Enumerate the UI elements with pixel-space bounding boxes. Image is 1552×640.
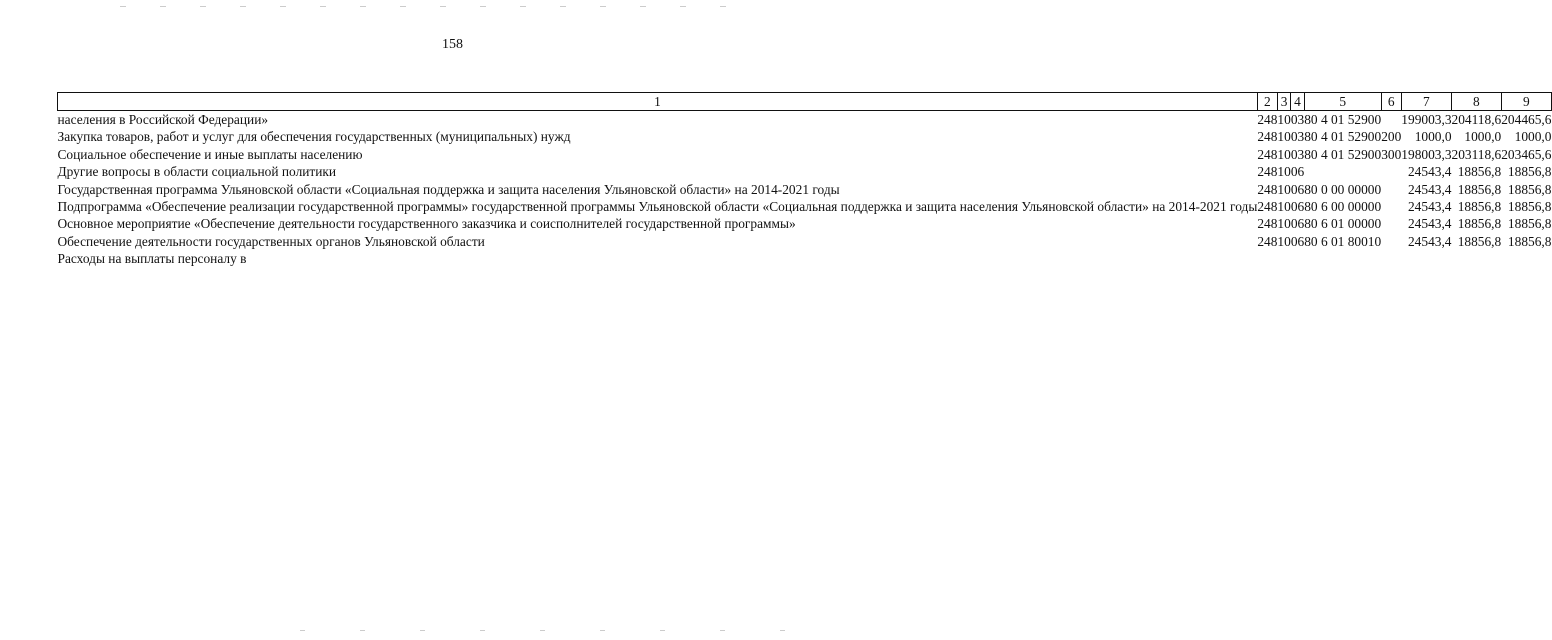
row-csr: 80 6 01 00000 bbox=[1304, 216, 1382, 232]
table-header bbox=[58, 93, 1552, 111]
row-csr: 80 4 01 52900 bbox=[1304, 112, 1382, 127]
row-pr: 03 bbox=[1290, 129, 1305, 145]
row-rz: 10 bbox=[1277, 146, 1291, 162]
row-vr bbox=[1381, 198, 1401, 215]
row-rz: 10 bbox=[1277, 181, 1291, 197]
row-pr: 06 bbox=[1290, 233, 1305, 249]
row-rz: 10 bbox=[1277, 112, 1291, 127]
table-row bbox=[58, 233, 1552, 250]
row-gr: 248 bbox=[1257, 129, 1278, 145]
row-name: Подпрограмма «Обеспечение реализации государственной программы» государственной программы Ульяновской области «Социальная поддержка и защита населения Ульяновской области» на 2014-2021 годы bbox=[57, 199, 1258, 215]
table-row bbox=[58, 128, 1552, 145]
row-value-3 bbox=[1501, 250, 1551, 267]
row-vr bbox=[1381, 215, 1401, 232]
row-csr bbox=[1304, 250, 1381, 267]
column-header-3: 3 bbox=[1277, 93, 1290, 111]
row-pr: 03 bbox=[1290, 112, 1305, 127]
header-row bbox=[58, 93, 1552, 111]
row-value-1: 24543,4 bbox=[1407, 199, 1452, 215]
row-value-3: 204465,6 bbox=[1501, 112, 1552, 127]
column-header-4: 4 bbox=[1291, 93, 1304, 111]
row-csr: 80 4 01 52900 bbox=[1304, 129, 1382, 145]
table-row bbox=[58, 250, 1552, 267]
row-name: Обеспечение деятельности государственных органов Ульяновской области bbox=[57, 233, 485, 249]
row-pr bbox=[1291, 250, 1304, 267]
row-name: Другие вопросы в области социальной политики bbox=[57, 164, 337, 180]
row-value-2: 18856,8 bbox=[1457, 164, 1502, 180]
row-rz bbox=[1277, 250, 1290, 267]
row-vr bbox=[1381, 250, 1401, 267]
row-value-2 bbox=[1452, 250, 1502, 267]
row-name: Государственная программа Ульяновской области «Социальная поддержка и защита населения Ульяновской области» на 2014-2021 годы bbox=[57, 181, 840, 197]
table-row bbox=[58, 163, 1552, 180]
row-value-2: 203118,6 bbox=[1451, 146, 1502, 162]
row-csr: 80 0 00 00000 bbox=[1304, 181, 1382, 197]
row-csr: 80 4 01 52900 bbox=[1304, 146, 1382, 162]
row-gr: 248 bbox=[1257, 199, 1278, 215]
row-name: Основное мероприятие «Обеспечение деятельности государственного заказчика и соисполнителей государственной программы» bbox=[57, 216, 796, 232]
column-header-7: 7 bbox=[1401, 93, 1451, 111]
row-name: Закупка товаров, работ и услуг для обеспечения государственных (муниципальных) нужд bbox=[57, 129, 571, 145]
row-pr: 06 bbox=[1290, 164, 1305, 180]
row-pr: 06 bbox=[1290, 199, 1305, 215]
row-value-3: 18856,8 bbox=[1507, 233, 1552, 249]
row-vr bbox=[1381, 163, 1401, 180]
row-rz: 10 bbox=[1277, 216, 1291, 232]
row-vr bbox=[1381, 181, 1401, 198]
row-value-1 bbox=[1401, 250, 1451, 267]
row-value-2: 18856,8 bbox=[1457, 233, 1502, 249]
row-value-2: 204118,6 bbox=[1451, 112, 1502, 127]
row-gr: 248 bbox=[1257, 146, 1278, 162]
row-gr: 248 bbox=[1257, 216, 1278, 232]
row-value-3: 203465,6 bbox=[1501, 146, 1552, 162]
row-csr bbox=[1304, 163, 1381, 180]
column-header-5: 5 bbox=[1304, 93, 1381, 111]
row-value-3: 18856,8 bbox=[1507, 216, 1552, 232]
row-value-3: 18856,8 bbox=[1507, 164, 1552, 180]
row-name: населения в Российской Федерации» bbox=[57, 112, 269, 127]
column-header-8: 8 bbox=[1452, 93, 1502, 111]
scan-artifact-bottom bbox=[300, 630, 800, 631]
row-value-2: 18856,8 bbox=[1457, 216, 1502, 232]
column-header-1: 1 bbox=[58, 93, 1258, 111]
table-row bbox=[58, 111, 1552, 129]
row-vr: 300 bbox=[1381, 146, 1402, 162]
row-pr: 06 bbox=[1290, 181, 1305, 197]
row-vr: 200 bbox=[1381, 129, 1402, 145]
row-value-2: 1000,0 bbox=[1464, 129, 1502, 145]
column-header-6: 6 bbox=[1381, 93, 1401, 111]
row-name: Расходы на выплаты персоналу в bbox=[57, 251, 247, 267]
row-value-1: 198003,3 bbox=[1401, 146, 1452, 162]
row-rz: 10 bbox=[1277, 129, 1291, 145]
scan-artifact-top bbox=[120, 6, 740, 7]
row-rz: 10 bbox=[1277, 164, 1291, 180]
row-pr: 06 bbox=[1290, 216, 1305, 232]
row-value-3: 18856,8 bbox=[1507, 199, 1552, 215]
row-value-1: 24543,4 bbox=[1407, 233, 1452, 249]
row-gr: 248 bbox=[1257, 181, 1278, 197]
column-header-9: 9 bbox=[1501, 93, 1551, 111]
row-rz: 10 bbox=[1277, 233, 1291, 249]
row-gr: 248 bbox=[1257, 164, 1278, 180]
row-value-3: 1000,0 bbox=[1514, 129, 1552, 145]
table-body bbox=[58, 111, 1552, 268]
row-gr: 248 bbox=[1257, 112, 1278, 127]
row-pr: 03 bbox=[1290, 146, 1305, 162]
table-row bbox=[58, 198, 1552, 215]
page-number: 158 bbox=[442, 37, 463, 52]
table-row bbox=[58, 215, 1552, 232]
row-value-1: 24543,4 bbox=[1407, 181, 1452, 197]
row-value-2: 18856,8 bbox=[1457, 199, 1502, 215]
row-vr bbox=[1381, 111, 1401, 129]
table-row bbox=[58, 181, 1552, 198]
row-value-1: 1000,0 bbox=[1414, 129, 1452, 145]
row-csr: 80 6 01 80010 bbox=[1304, 233, 1382, 249]
budget-table bbox=[57, 92, 1552, 268]
row-vr bbox=[1381, 233, 1401, 250]
column-header-2: 2 bbox=[1257, 93, 1277, 111]
table-row bbox=[58, 146, 1552, 163]
row-value-3: 18856,8 bbox=[1507, 181, 1552, 197]
row-gr bbox=[1257, 250, 1277, 267]
row-gr: 248 bbox=[1257, 233, 1278, 249]
row-value-1: 24543,4 bbox=[1407, 216, 1452, 232]
row-value-1: 24543,4 bbox=[1407, 164, 1452, 180]
row-name: Социальное обеспечение и иные выплаты населению bbox=[57, 146, 363, 162]
row-csr: 80 6 00 00000 bbox=[1304, 199, 1382, 215]
row-rz: 10 bbox=[1277, 199, 1291, 215]
row-value-1: 199003,3 bbox=[1401, 112, 1452, 127]
row-value-2: 18856,8 bbox=[1457, 181, 1502, 197]
